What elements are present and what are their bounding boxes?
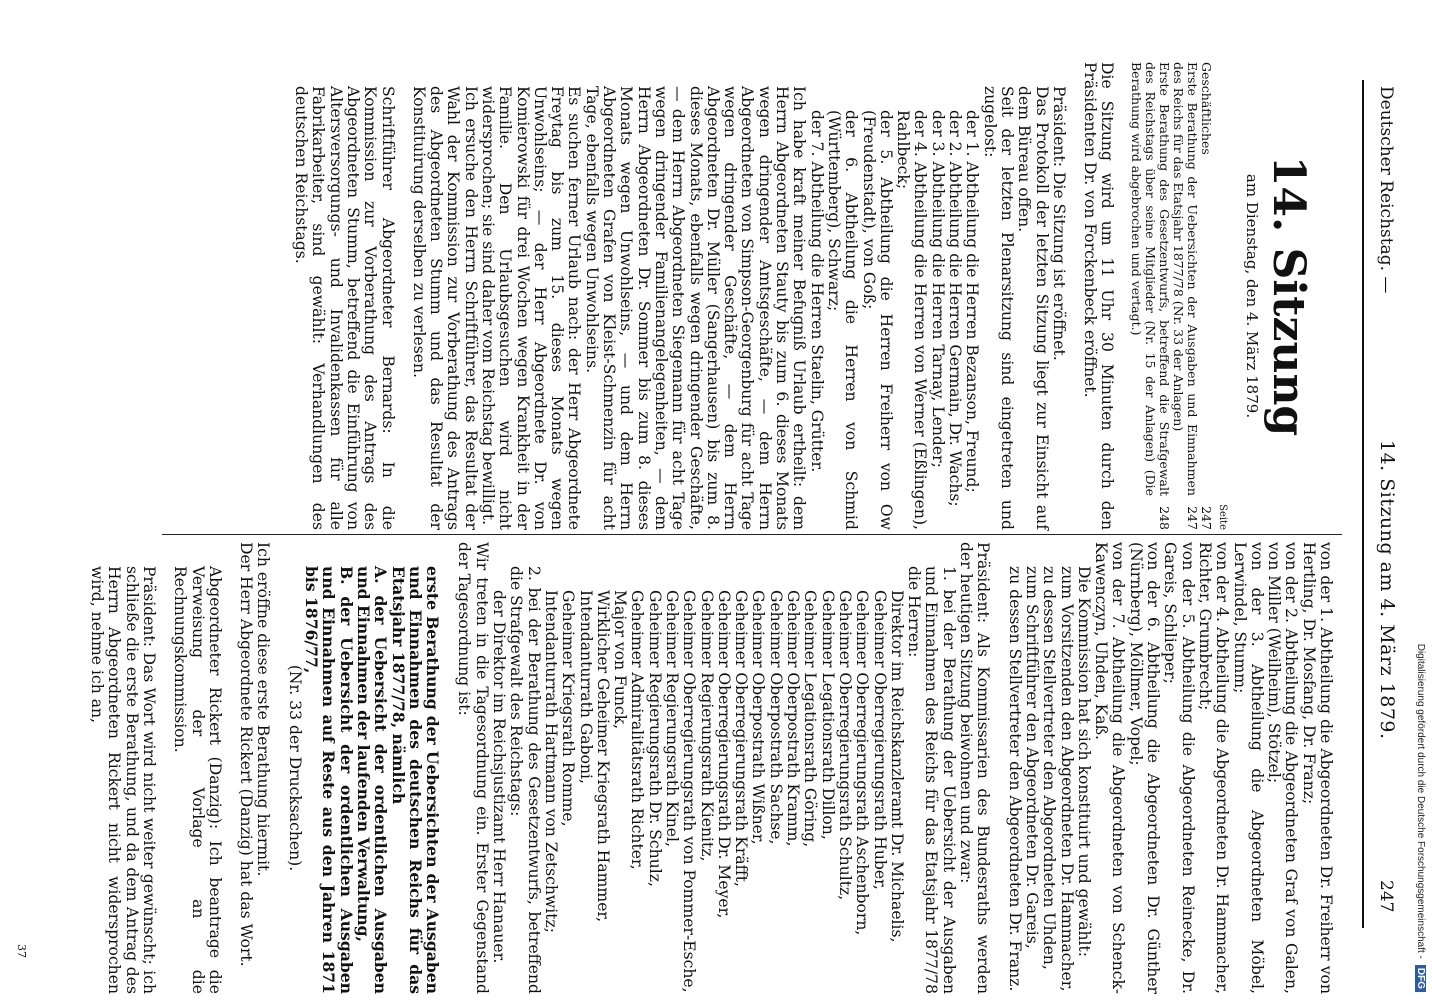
page-number: 247 — [1376, 880, 1396, 913]
agenda-heading: erste Berathung der Uebersichten der Ausgaben und Einnahmen des deutschen Reichs für das Etatsjahr 1877/78, nämlich — [388, 566, 443, 994]
paragraph: der Direktor im Reichsjustizamt Herr Hanauer. — [490, 590, 509, 964]
list-item: Geheimer Oberregierungsrath Dr. Meyer, — [714, 590, 733, 919]
list-item: Direktor im Reichskanzleramt Dr. Michaelis, — [887, 590, 906, 943]
column-divider — [162, 534, 1342, 535]
list-item: Geheimer Kriegsrath Romme, — [559, 590, 578, 827]
list-item: der 7. Abtheilung die Herren Staelin, Grütter. — [807, 110, 826, 473]
paragraph: zu dessen Stellvertreter den Abgeordneten Uhden, — [1040, 566, 1059, 970]
member-line: von der 3. Abtheilung die Abgeordneten Möbel, Lerwindel, Stumm; — [1230, 542, 1266, 994]
list-item: der 5. Abtheilung die Herren Freiherr von Ow (Freudenstadt), von Goß; — [859, 110, 895, 530]
paragraph: Abgeordneter Rickert (Danzig): Ich beantrage die Verweisung der Vorlage an die Rechnungskommission. — [171, 566, 224, 994]
list-item: Geheimer Legationsrath Göring, — [801, 590, 820, 848]
header-center: 14. Sitzung am 4. März 1879. — [1376, 440, 1398, 740]
list-item: Geheimer Oberregierungsrath Huber, — [870, 590, 889, 890]
paragraph: Ich habe kraft meiner Befugniß Urlaub ertheilt: dem Herrn Abgeordneten Stauty bis zum 6. dieses Monats wegen dringender Amtsgeschäfte, — dem Herrn Abgeordneten von Simpson-Georgenburg für acht Tage wegen dringender Geschäfte, — dem Herrn Abgeordneten Dr. Müller (Sangerhausen) bis zum 8. dieses Monats, ebenfalls wegen dringender Geschäfte, — dem Herrn Abgeordneten Siegemann für acht Tage wegen dringender Familienangelegenheiten, — dem Herrn Abgeordneten Dr. Sommer bis zum 8. dieses Monats wegen Unwohlseins, — und dem Herrn Abgeordneten Grafen von Kleist-Schmenzin für acht Tage, ebenfalls wegen Unwohlseins. — [582, 86, 809, 530]
list-item: der 4. Abtheilung die Herren von Werner (Eßlingen), Rahlbeck; — [894, 110, 930, 530]
member-line: von der 1. Abtheilung die Abgeordneten Dr. Freiherr von Hertling, Dr. Mosfang, Dr. Franz; — [1299, 542, 1335, 994]
commissioner-list — [542, 542, 905, 994]
header-left: Deutscher Reichstag. — — [1376, 86, 1396, 294]
list-item: Geheimer Regierungsrath Kienitz, — [697, 590, 716, 862]
paragraph: Das Protokoll der letzten Sitzung liegt zur Einsicht auf dem Büreau offen. — [1015, 86, 1051, 530]
list-item: Geheimer Regierungsrath Kinel, — [663, 590, 682, 847]
paragraph: zum Schriftführer den Abgeordneten Dr. Gareis, — [1022, 566, 1041, 949]
running-header — [1364, 0, 1404, 1000]
agenda-subitem: A. der Uebersicht der ordentlichen Ausgaben und Einnahmen der laufenden Verwaltung, — [353, 566, 391, 994]
header-rule — [1362, 80, 1364, 928]
paragraph: Es suchen ferner Urlaub nach: der Herr Abgeordnete Freytag bis zum 15. dieses Monats wegen Unwohlseins; — der Herr Abgeordnete Dr. von Komierowski für drei Wochen wegen Krankheit in der Familie. Den Urlaubsgesuchen wird nicht widersprochen; sie sind daher vom Reichstag bewilligt. — [479, 86, 584, 530]
right-column — [88, 542, 1335, 994]
member-line: von der 4. Abtheilung die Abgeordneten Dr. Hammacher, Richter, Grumbrecht; — [1195, 542, 1232, 994]
left-column — [174, 62, 1334, 530]
member-line: von der 7. Abtheilung die Abgeordneten von Schenck-Kawenczyn, Uhden, Kaß. — [1092, 542, 1128, 994]
agenda-item: Erste Berathung des Gesetzentwurfs, betreffend die Strafgewalt des Reichstags über seine Mitglieder (Nr. 15 der Anlagen) (Die Berathung wird abgebrochen und vertagt.) 248 — [1129, 62, 1173, 530]
list-item: Geheimer Oberpostrath Kramm, — [784, 590, 803, 847]
list-item: Intendanturrath Hartmann von Zetschwitz; — [541, 590, 560, 933]
list-item: Geheimer Oberpostrath Wißner, — [749, 590, 768, 845]
paragraph: Präsident: Als Kommissarien des Bundesraths werden der heutigen Sitzung beiwohnen und zwar: — [957, 542, 993, 994]
agenda-item: Erste Berathung der Uebersichten der Ausgaben und Einnahmen des Reichs für das Etatsjahr 1877/78 (Nr. 33 der Anlagen) 247 — [1171, 62, 1201, 530]
watermark-text: Digitalisierung gefördert durch die Deutsche Forschungsgemeinschaft - — [1415, 643, 1426, 959]
list-item: der 3. Abtheilung die Herren Tarnay, Lender; — [928, 110, 947, 468]
list-item: der 6. Abtheilung die Herren von Schmid (Württemberg), Schwarz; — [824, 110, 861, 530]
seite-label: Seite — [1216, 504, 1228, 530]
list-item: Geheimer Oberpostrath Sachse, — [766, 590, 785, 845]
paragraph: Seit der letzten Plenarsitzung sind eingetreten und zugelost: — [980, 86, 1016, 530]
agenda — [1129, 62, 1213, 530]
list-item: Major von Funck, — [611, 590, 630, 730]
paragraph: 2. bei der Berathung des Gesetzentwurfs, betreffend die Strafgewalt des Reichstags: — [507, 566, 543, 994]
list-item: der 1. Abtheilung die Herren Bezanson, Freund; — [963, 110, 982, 493]
member-line: von der 2. Abtheilung die Abgeordneten Graf von Galen, von Miller (Weilheim), Stötzel; — [1265, 542, 1301, 994]
paragraph: Präsident: Das Wort wird nicht weiter gewünscht; ich schließe die erste Berathung, und da dem Antrag des Herrn Abgeordneten Rickert nicht widersprochen wird, nehme ich an, — [88, 566, 158, 994]
list-item: Wirklicher Geheimer Kriegsrath Hammer, — [593, 590, 612, 923]
list-item: Geheimer Regierungsrath Dr. Schulz, — [645, 590, 664, 887]
list-item: Geheimer Oberregierungsrath Aschenborn, — [853, 590, 872, 936]
paragraph: Ich eröffne diese erste Berathung hiermit. — [254, 542, 273, 877]
member-line: von der 6. Abtheilung die Abgeordneten Dr. Günther (Nürnberg), Möllmer, Vopel; — [1126, 542, 1163, 994]
paragraph: zu dessen Stellvertreter den Abgeordneten Dr. Franz. — [1005, 566, 1024, 992]
list-item: Geheimer Legationsrath Dillon, — [818, 590, 837, 840]
session-date: am Dienstag, den 4. März 1879. — [1243, 173, 1261, 419]
paragraph: Wir treten in die Tagesordnung ein. Erster Gegenstand der Tagesordnung ist: — [455, 542, 491, 994]
paragraph: Ich ersuche den Herrn Schriftführer, das Resultat der Wahl der Kommission zur Vorberathung des Antrags des Abgeordneten Stumm und das Resultat der Konstituirung derselben zu verlesen. — [409, 86, 480, 530]
list-item: Geheimer Oberregierungsrath von Pommer-Esche, — [680, 590, 699, 993]
paragraph: (Nr. 33 der Drucksachen). — [285, 664, 304, 872]
agenda-subitem: B. der Uebersicht der ordentlichen Ausgaben und Einnahmen auf Reste aus den Jahren 1871 bis 1876/77, — [302, 566, 356, 994]
list-item: der 2. Abtheilung die Herren Germain, Dr. Wachs; — [946, 110, 965, 507]
list-item: Intendanturrath Gaboni, — [576, 590, 595, 784]
paragraph: 1. bei der Berathung der Uebersicht der Ausgaben und Einnahmen des Reichs für das Etatsjahr 1877/78 die Herren: — [905, 566, 958, 994]
paragraph: Präsident: Die Sitzung ist eröffnet. — [1049, 86, 1068, 361]
paragraph: Die Sitzung wird um 11 Uhr 30 Minuten durch den Präsidenten Dr. von Forckenbeck eröffnet. — [1081, 62, 1117, 530]
agenda-item: Geschäftliches 247 — [1199, 62, 1215, 530]
dfg-badge: DFG — [1415, 965, 1426, 992]
list-item: Geheimer Oberregierungsrath Schultz, — [835, 590, 854, 901]
paragraph: Schriftführer Abgeordneter Bernards: In die Kommission zur Vorberathung des Antrags des Abgeordneten Stumm, betreffend die Einführung von Altersversorgungs- und Invalidenkassen für alle Fabrikarbeiter, sind gewählt: Verhandlungen des deutschen Reichstags. — [292, 86, 397, 530]
session-title: 14. Sitzung — [1263, 155, 1314, 437]
member-line: von der 5. Abtheilung die Abgeordneten Reinecke, Dr. Gareis, Schlieper; — [1161, 542, 1197, 994]
paragraph: Die Kommission hat sich konstituirt und gewählt: — [1074, 566, 1093, 958]
list-item: Geheimer Oberregierungsrath Kräfft, — [732, 590, 751, 887]
paragraph: zum Vorsitzenden den Abgeordneten Dr. Hammacher, — [1057, 566, 1076, 992]
signature-number: 37 — [15, 944, 28, 958]
watermark — [1414, 8, 1426, 992]
paragraph: Der Herr Abgeordnete Rickert (Danzig) hat das Wort. — [237, 542, 256, 967]
list-item: Geheimer Admiralitätsrath Richter, — [628, 590, 647, 870]
